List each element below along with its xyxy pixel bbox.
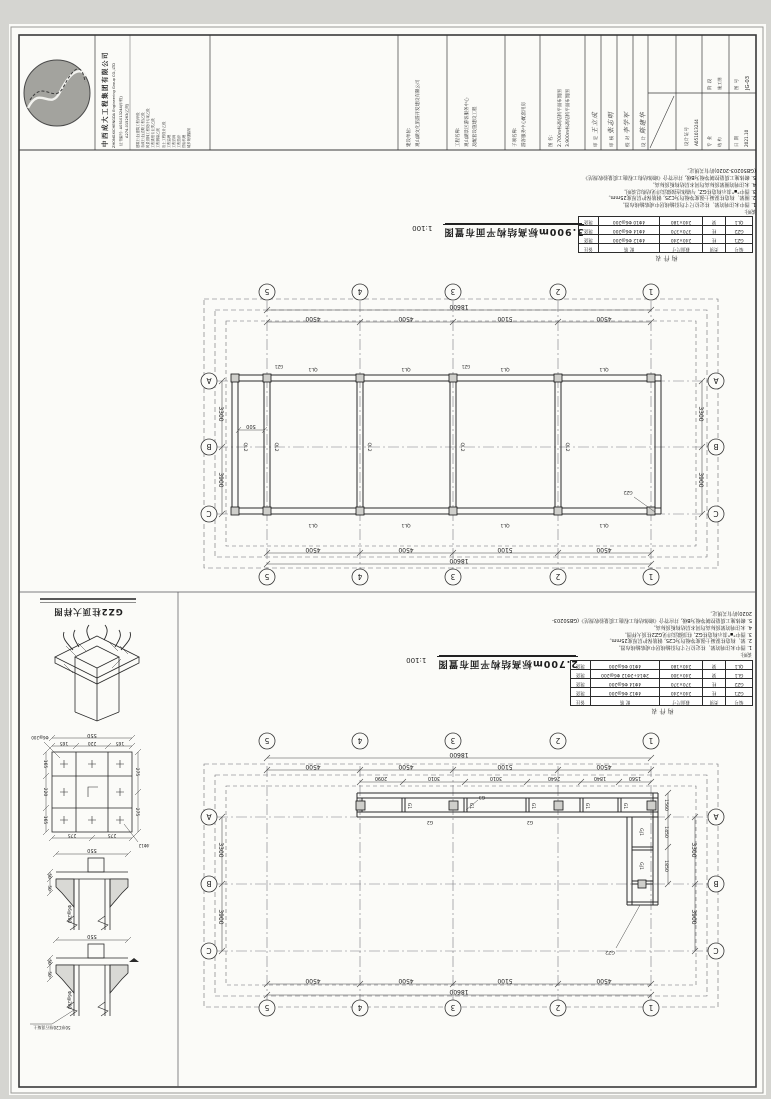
cell: 240×240	[660, 688, 703, 697]
service-item: 工程监理	[166, 134, 171, 148]
svg-text:3900: 3900	[217, 909, 224, 925]
service-item: 城乡规划编制	[187, 128, 192, 148]
svg-text:4Φ12: 4Φ12	[138, 843, 150, 848]
cell: 4Φ14 Φ6@200	[599, 226, 660, 235]
company-logo	[24, 60, 90, 126]
svg-text:550: 550	[87, 732, 97, 738]
note-item: 5. 砌体施工质量控制等级为B级, 并应符合《砌体结构工程施工质量验收规范》(GB50203-2020)的有关规定。	[552, 610, 752, 624]
svg-text:1: 1	[648, 1003, 654, 1012]
member-table-caption: 构件表	[653, 254, 678, 261]
svg-text:275: 275	[67, 832, 77, 837]
note-item: 4. 未注明的圈梁顶标高均同本层结构板顶标高。	[649, 181, 756, 187]
company-cert-1: 证书编号: A051013244(甲级)	[119, 96, 123, 146]
major-cell	[707, 135, 724, 147]
svg-text:3: 3	[450, 572, 456, 581]
plan-upper-scale: 1:100	[412, 224, 433, 232]
svg-text:2: 2	[555, 287, 561, 296]
figname-value: 2.700m标高结构平面布置图	[557, 89, 563, 147]
service-item: 市政行业(道路工程)乙级	[141, 112, 146, 148]
sign-col-shenhe	[606, 111, 615, 147]
plan-upper-columns	[231, 374, 655, 515]
svg-text:1560: 1560	[628, 775, 642, 780]
cert-cell	[684, 119, 701, 146]
svg-text:2: 2	[555, 572, 561, 581]
svg-text:4500: 4500	[305, 546, 321, 553]
note-item: 2. 圈梁、构造柱混凝土强度等级均为C25, 钢筋保护层厚度25mm。	[605, 194, 756, 201]
cell: GZ1	[726, 235, 753, 244]
cell: 梁	[703, 670, 726, 679]
plan-upper-beam-labels	[242, 364, 633, 528]
note-item: 2. 梁、构造柱混凝土强度等级均为C25, 钢筋保护层厚度25mm。	[606, 637, 752, 644]
cert-value: A051013244	[693, 119, 699, 146]
date-cell	[734, 130, 751, 147]
svg-text:A: A	[206, 812, 212, 821]
cell: 240×180	[660, 661, 703, 670]
cell: 现浇	[571, 661, 591, 670]
svg-text:GJ1: GJ1	[638, 862, 643, 870]
svg-text:G2: G2	[426, 819, 434, 824]
plan-lower-beams	[357, 793, 658, 905]
svg-text:C: C	[713, 946, 719, 955]
note-item: 1. 图中未注明的梁、柱定位尺寸均沿轴线居中或贴轴线布置。	[615, 644, 752, 651]
svg-text:1: 1	[648, 287, 654, 296]
sign-role: 审 核	[610, 135, 615, 147]
service-item: 风景园林工程设计专项乙级	[146, 108, 151, 148]
svg-text:5100: 5100	[497, 315, 513, 322]
svg-text:275: 275	[134, 807, 139, 817]
svg-text:500: 500	[246, 423, 256, 429]
svg-text:3010: 3010	[427, 775, 441, 780]
cell: QL1	[726, 661, 753, 670]
notes-lower	[552, 595, 752, 657]
detail-title: GZ2柱顶大样图	[53, 606, 123, 616]
col-header: 配 筋	[591, 697, 660, 706]
svg-text:18600: 18600	[449, 988, 469, 995]
svg-text:A: A	[713, 812, 719, 821]
field-owner	[406, 80, 423, 148]
service-item: 招标代理	[181, 134, 186, 148]
cell: QL1	[726, 217, 753, 226]
svg-text:275: 275	[134, 767, 139, 777]
svg-text:165: 165	[59, 740, 69, 745]
svg-text:QL1: QL1	[308, 366, 318, 371]
note-item: 4. 未注明的梁顶标高均同本层结构板顶标高。	[650, 624, 752, 630]
svg-text:5: 5	[264, 1003, 270, 1012]
detail-column	[30, 599, 149, 1031]
svg-text:3300: 3300	[217, 406, 224, 422]
isometric-detail	[55, 625, 139, 721]
svg-text:B: B	[713, 442, 719, 451]
company-name-cn: 中西成大工程集团有限公司	[101, 51, 109, 147]
title-block-grid	[95, 35, 756, 150]
svg-text:C: C	[713, 509, 719, 518]
svg-text:G1: G1	[622, 802, 627, 810]
notes-heading: 说明:	[740, 651, 752, 657]
cell: 现浇	[571, 688, 591, 697]
plan-upper-dims	[217, 303, 704, 564]
notes-upper	[560, 152, 756, 214]
svg-text:B: B	[206, 879, 212, 888]
svg-text:1450: 1450	[663, 826, 668, 838]
svg-text:QL1: QL1	[599, 366, 609, 371]
svg-text:3900: 3900	[217, 472, 224, 488]
service-item: 工程造价	[176, 134, 181, 148]
figno-cell	[734, 76, 753, 90]
service-item: 工程测量乙级	[156, 128, 161, 148]
svg-text:5100: 5100	[497, 763, 513, 770]
svg-text:165: 165	[42, 759, 47, 769]
svg-text:GJ1: GJ1	[638, 828, 643, 836]
plan-upper-title-wrap	[386, 224, 610, 244]
svg-text:165: 165	[42, 815, 47, 825]
field-figname	[548, 89, 574, 147]
svg-text:1560: 1560	[663, 799, 668, 811]
project-value: 观山湖景区游客服务中心	[464, 97, 470, 147]
stage-label: 阶 段	[708, 78, 713, 90]
svg-text:220: 220	[42, 787, 47, 797]
svg-text:GZ1: GZ1	[461, 364, 471, 369]
svg-text:QL1: QL1	[500, 522, 510, 527]
svg-text:18600: 18600	[449, 557, 469, 564]
svg-text:50: 50	[47, 873, 52, 879]
svg-text:4500: 4500	[596, 546, 612, 553]
svg-text:QL2: QL2	[273, 442, 278, 452]
svg-text:5100: 5100	[497, 546, 513, 553]
cell: GZ2	[726, 679, 753, 688]
cell: 现浇	[571, 670, 591, 679]
plan-lower-beam-labels	[406, 794, 644, 955]
svg-text:2: 2	[555, 1003, 561, 1012]
cell: 梁	[703, 661, 726, 670]
svg-text:5: 5	[264, 736, 270, 745]
sign-role: 校 对	[626, 135, 631, 147]
note-item: 1. 图中未注明的梁、柱定位尺寸均沿轴线居中或贴轴线布置。	[619, 201, 756, 208]
cell: 柱	[703, 688, 726, 697]
table-header-row	[571, 697, 753, 706]
figno-label: 图 号	[735, 78, 740, 90]
svg-text:QL2: QL2	[564, 442, 569, 452]
plan-upper	[201, 284, 724, 585]
svg-text:4500: 4500	[398, 546, 414, 553]
plan-lower-scale: 1:100	[406, 656, 427, 664]
company-name-en: ZHONGXICHENGDA Engineering Group CO.,LTD	[112, 63, 116, 148]
sign-role: 设 计	[642, 135, 647, 147]
svg-text:GZ2: GZ2	[623, 489, 633, 494]
svg-text:QL2: QL2	[366, 442, 371, 452]
svg-text:50: 50	[47, 959, 52, 965]
col-header: 截面尺寸	[660, 244, 703, 253]
project-label: 工程名称:	[456, 127, 461, 147]
plan-upper-title: 3.900m标高结构平面布置图	[443, 224, 583, 240]
svg-text:3: 3	[450, 287, 456, 296]
sign-role: 审 定	[594, 135, 599, 147]
svg-text:G3: G3	[478, 794, 486, 799]
figname-value: 3.900m标高结构平面布置图	[566, 89, 572, 147]
cell: 现浇	[571, 679, 591, 688]
svg-text:5: 5	[264, 287, 270, 296]
svg-text:3900: 3900	[697, 472, 704, 488]
svg-text:GZ2: GZ2	[605, 949, 615, 954]
cell: 370×370	[660, 226, 703, 235]
cell: 4Φ14 Φ6@200	[591, 679, 660, 688]
plan-upper-walls	[232, 375, 661, 514]
cell: 2Φ14+2Φ12 Φ6@200	[591, 670, 660, 679]
svg-text:C: C	[206, 509, 212, 518]
col-header: 备注	[571, 697, 591, 706]
svg-text:4500: 4500	[305, 315, 321, 322]
svg-text:3300: 3300	[217, 842, 224, 858]
plan-upper-axis-labels	[206, 287, 719, 581]
col-header: 类别	[703, 697, 726, 706]
svg-text:G1: G1	[584, 802, 589, 810]
project-value: 及配套设施建设工程	[473, 106, 479, 147]
company-cert-2: A274-015263(乙级)	[125, 103, 129, 138]
cell: 4Φ12 Φ6@200	[599, 235, 660, 244]
svg-text:A: A	[713, 376, 719, 385]
cell: 现浇	[579, 226, 599, 235]
cell: 240×300	[660, 670, 703, 679]
svg-text:G1: G1	[530, 802, 535, 810]
svg-text:165: 165	[115, 740, 125, 745]
cell: 现浇	[579, 235, 599, 244]
svg-text:Φ6@200: Φ6@200	[31, 735, 49, 740]
cell: 4Φ10 Φ6@200	[591, 661, 660, 670]
svg-text:4500: 4500	[596, 315, 612, 322]
subitem-value: 游客服务中心配套用房	[521, 102, 527, 147]
field-subitem	[512, 102, 529, 147]
plan-lower-title-wrap	[378, 656, 606, 676]
svg-text:2: 2	[555, 736, 561, 745]
plan-lower-title: 2.700m标高结构平面布置图	[437, 656, 577, 672]
plan-lower	[201, 733, 724, 1016]
signature: 张志明	[607, 111, 615, 134]
svg-text:QL1: QL1	[308, 522, 318, 527]
svg-text:5100: 5100	[497, 977, 513, 984]
svg-text:QL2: QL2	[459, 442, 464, 452]
service-item: 工程勘察专业类乙级	[151, 118, 156, 148]
svg-text:3300: 3300	[697, 406, 704, 422]
svg-text:50: 50	[47, 971, 52, 977]
note-item: 3. 图中"▪"表示构造柱GZ, 柱顶做法详见GZ2柱顶大样图。	[621, 630, 752, 637]
svg-text:4500: 4500	[596, 977, 612, 984]
svg-text:Φ6@200: Φ6@200	[67, 990, 72, 1010]
table-header-row	[579, 244, 753, 253]
service-item: 建筑行业(建筑工程)甲级	[136, 112, 140, 148]
cell: 柱	[703, 235, 726, 244]
svg-text:18600: 18600	[449, 751, 469, 758]
cell: GL1	[726, 670, 753, 679]
service-item: 岩土工程设计乙级	[161, 121, 166, 148]
cell: 4Φ12 Φ6@200	[591, 688, 660, 697]
svg-text:4500: 4500	[398, 763, 414, 770]
svg-text:4500: 4500	[596, 763, 612, 770]
svg-text:4: 4	[357, 287, 363, 296]
svg-text:4500: 4500	[305, 763, 321, 770]
svg-text:3300: 3300	[690, 842, 697, 858]
col-header: 编号	[726, 244, 753, 253]
svg-text:4500: 4500	[398, 977, 414, 984]
subitem-label: 子项名称:	[513, 127, 518, 147]
svg-text:G2: G2	[526, 819, 534, 824]
svg-text:B: B	[713, 879, 719, 888]
note-item: 3. 图中"▪"表示构造柱GZ, 与墙体连接做法详见结构总说明。	[621, 187, 756, 194]
major-value: 结 构	[716, 137, 722, 147]
cell: 4Φ10 Φ6@200	[599, 217, 660, 226]
owner-value: 观山湖文化旅游开发建设有限公司	[415, 79, 421, 147]
svg-text:3010: 3010	[489, 775, 503, 780]
svg-text:550: 550	[87, 933, 97, 939]
cell: 240×240	[660, 235, 703, 244]
svg-text:18600: 18600	[449, 303, 469, 310]
date-value: 2021.10	[743, 129, 749, 147]
signature: 陈建华	[639, 111, 647, 134]
company-services	[136, 108, 192, 148]
svg-text:B: B	[206, 442, 212, 451]
column-section-detail-1	[47, 851, 131, 930]
svg-text:5: 5	[264, 572, 270, 581]
svg-text:QL2: QL2	[242, 442, 247, 452]
cell: GZ2	[726, 226, 753, 235]
svg-text:4500: 4500	[305, 977, 321, 984]
note-item: 5. 砌体施工质量控制等级为B级, 并应符合《砌体结构工程施工质量验收规范》(GB50203-2020)的有关规定。	[583, 167, 756, 181]
cert-label: 设计证号	[685, 126, 690, 146]
svg-text:4: 4	[357, 572, 363, 581]
svg-text:1850: 1850	[663, 860, 668, 872]
signature: 李学军	[623, 111, 631, 134]
cell: 柱	[703, 226, 726, 235]
svg-text:1840: 1840	[593, 775, 607, 780]
svg-text:2640: 2640	[547, 775, 561, 780]
cell: GZ1	[726, 688, 753, 697]
svg-text:QL1: QL1	[599, 522, 609, 527]
svg-text:1: 1	[648, 736, 654, 745]
column-plan-detail	[43, 735, 141, 842]
svg-text:QL1: QL1	[500, 366, 510, 371]
svg-text:2090: 2090	[374, 775, 388, 780]
svg-text:50厚C20细石混凝土: 50厚C20细石混凝土	[33, 1025, 71, 1030]
svg-text:C: C	[206, 946, 212, 955]
sign-col-shending	[590, 111, 599, 147]
signature: 王立成	[591, 111, 599, 134]
cell: 240×180	[660, 217, 703, 226]
col-header: 类别	[703, 244, 726, 253]
col-header: 编号	[726, 697, 753, 706]
sign-col-jiaodui	[622, 111, 631, 147]
svg-text:3: 3	[450, 736, 456, 745]
major-label: 专 业	[708, 135, 713, 147]
svg-text:3900: 3900	[690, 909, 697, 925]
col-header: 备注	[579, 244, 599, 253]
owner-label: 建设单位:	[407, 127, 412, 147]
svg-text:50: 50	[47, 885, 52, 891]
svg-text:G1: G1	[406, 802, 411, 810]
stage-value: 施工图	[716, 77, 722, 90]
figname-label: 图 名:	[549, 135, 554, 147]
cell: 柱	[703, 679, 726, 688]
svg-text:3: 3	[450, 1003, 456, 1012]
table-row	[571, 679, 753, 688]
svg-text:Φ6@200: Φ6@200	[67, 904, 72, 924]
svg-text:QL1: QL1	[401, 522, 411, 527]
table-row	[571, 688, 753, 697]
svg-text:550: 550	[87, 847, 97, 853]
svg-text:1: 1	[648, 572, 654, 581]
sign-col-sheji	[638, 111, 647, 147]
svg-text:4: 4	[357, 736, 363, 745]
svg-text:4: 4	[357, 1003, 363, 1012]
plan-lower-columns	[356, 801, 656, 888]
cell: 370×370	[660, 679, 703, 688]
col-header: 截面尺寸	[660, 697, 703, 706]
member-table-caption: 构件表	[649, 707, 674, 714]
figno-value: JG-03	[744, 75, 751, 90]
col-header: 配 筋	[599, 244, 660, 253]
cell: 梁	[703, 217, 726, 226]
notes-heading: 说明:	[744, 208, 756, 214]
service-item: 工程咨询	[171, 134, 176, 148]
svg-text:275: 275	[107, 832, 117, 837]
stage-cell	[707, 77, 724, 90]
date-label: 日 期	[735, 135, 740, 147]
svg-text:4500: 4500	[398, 315, 414, 322]
svg-text:QL1: QL1	[401, 366, 411, 371]
svg-text:A: A	[206, 376, 212, 385]
cell: 现浇	[579, 217, 599, 226]
svg-text:G1: G1	[468, 802, 473, 810]
svg-text:220: 220	[87, 740, 97, 745]
field-project	[455, 98, 481, 148]
svg-text:GZ1: GZ1	[274, 364, 284, 369]
plan-lower-dims	[217, 751, 697, 995]
column-section-detail-2	[30, 937, 139, 1024]
